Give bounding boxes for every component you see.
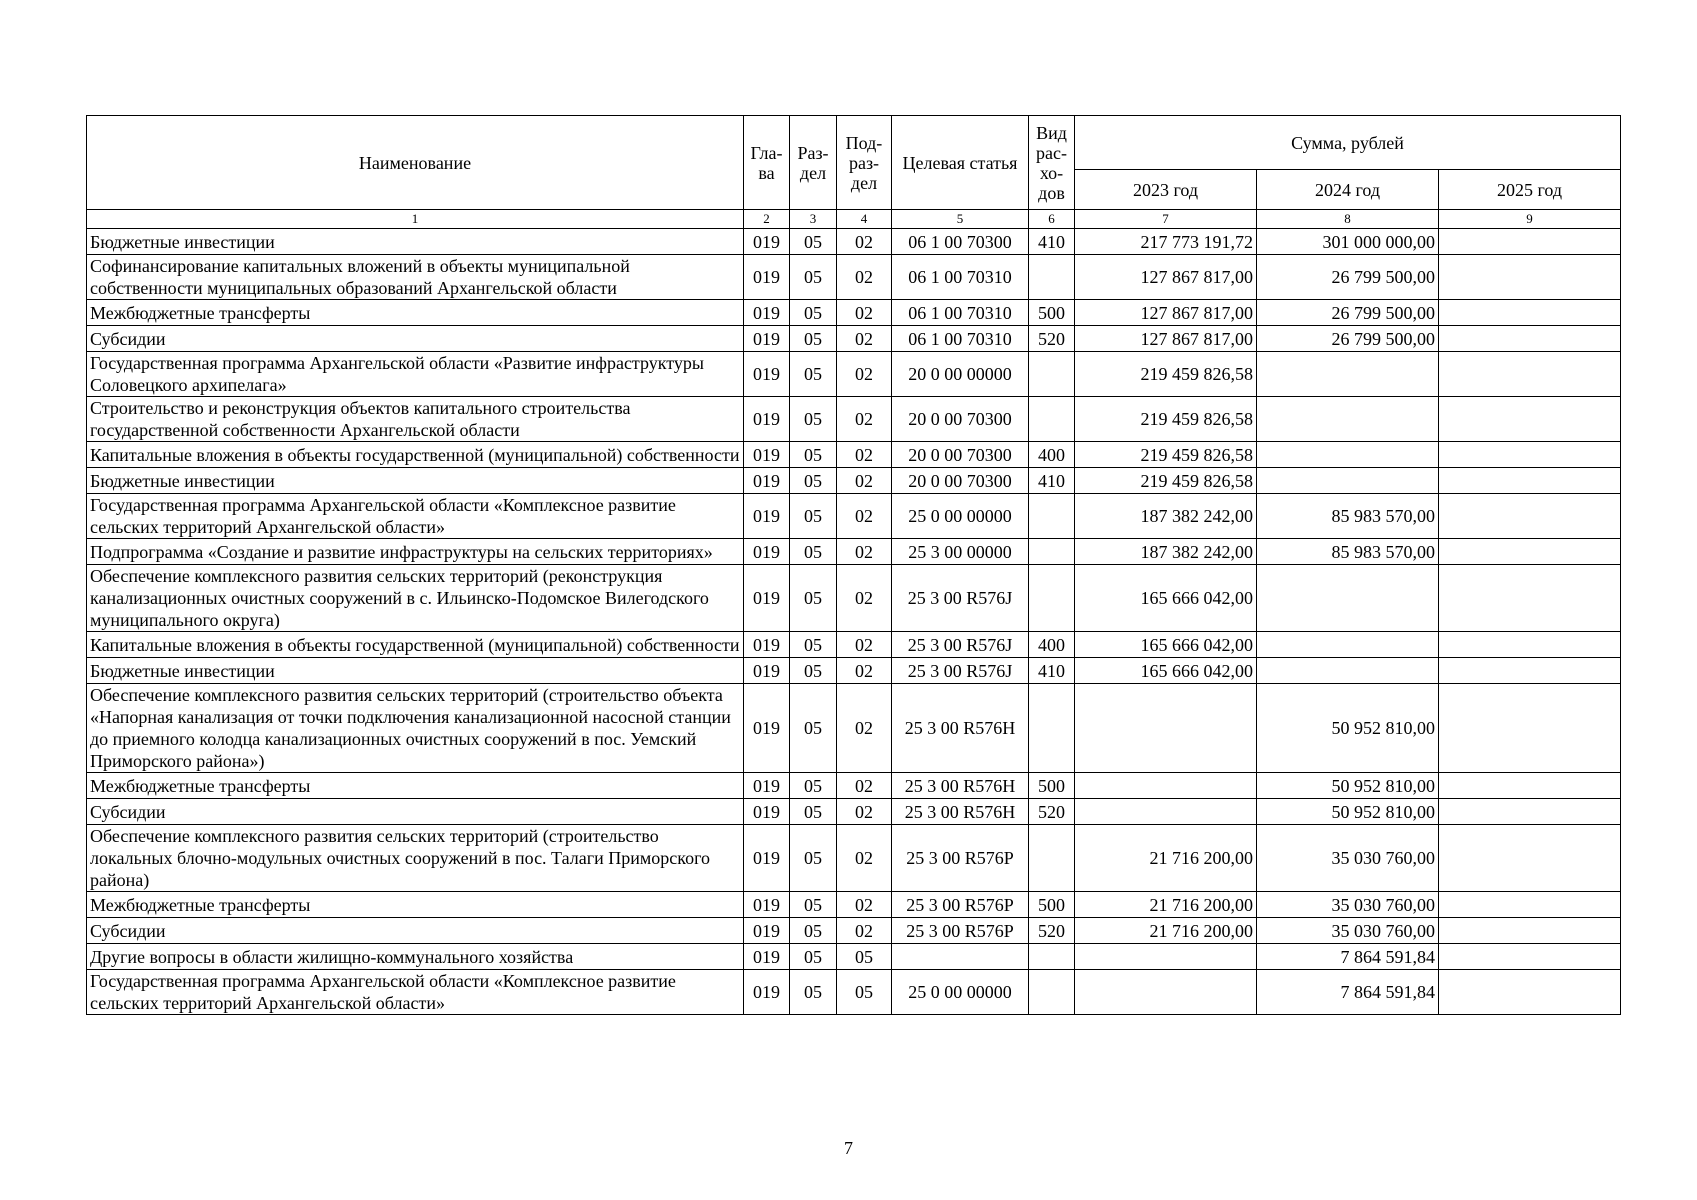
table-row <box>87 918 1621 944</box>
row-amount-2023: 219 459 826,58 <box>1075 397 1257 442</box>
row-amount-2025 <box>1439 255 1621 300</box>
row-vid: 520 <box>1029 326 1075 352</box>
column-number: 3 <box>790 210 837 229</box>
row-podrazdel: 02 <box>837 773 892 799</box>
row-glava: 019 <box>744 918 790 944</box>
row-vid <box>1029 397 1075 442</box>
row-podrazdel: 02 <box>837 632 892 658</box>
row-podrazdel: 05 <box>837 944 892 970</box>
row-razdel: 05 <box>790 397 837 442</box>
row-glava: 019 <box>744 352 790 397</box>
table-row <box>87 300 1621 326</box>
row-razdel: 05 <box>790 255 837 300</box>
row-amount-2024: 301 000 000,00 <box>1257 229 1439 255</box>
table-row <box>87 825 1621 892</box>
row-amount-2023 <box>1075 684 1257 773</box>
row-glava: 019 <box>744 255 790 300</box>
column-number-row <box>87 210 1621 229</box>
row-vid <box>1029 684 1075 773</box>
row-podrazdel: 02 <box>837 494 892 539</box>
header-sum: Сумма, рублей <box>1075 116 1621 170</box>
row-name: Капитальные вложения в объекты государственной (муниципальной) собственности <box>87 442 744 468</box>
row-name: Софинансирование капитальных вложений в объекты муниципальной собственности муниципальных образований Архангельской области <box>87 255 744 300</box>
row-razdel: 05 <box>790 799 837 825</box>
row-razdel: 05 <box>790 658 837 684</box>
row-amount-2025 <box>1439 539 1621 565</box>
header-year-2025: 2025 год <box>1439 170 1621 210</box>
row-podrazdel: 02 <box>837 684 892 773</box>
row-podrazdel: 02 <box>837 918 892 944</box>
row-glava: 019 <box>744 944 790 970</box>
row-amount-2023 <box>1075 944 1257 970</box>
row-name: Государственная программа Архангельской области «Комплексное развитие сельских территорий Архангельской области» <box>87 970 744 1015</box>
row-amount-2024: 26 799 500,00 <box>1257 300 1439 326</box>
table-row <box>87 539 1621 565</box>
row-amount-2023: 165 666 042,00 <box>1075 565 1257 632</box>
row-name: Капитальные вложения в объекты государственной (муниципальной) собственности <box>87 632 744 658</box>
row-glava: 019 <box>744 468 790 494</box>
row-name: Межбюджетные трансферты <box>87 300 744 326</box>
table-row <box>87 892 1621 918</box>
row-target: 06 1 00 70310 <box>892 326 1029 352</box>
row-vid <box>1029 255 1075 300</box>
column-number: 9 <box>1439 210 1621 229</box>
row-amount-2023: 127 867 817,00 <box>1075 326 1257 352</box>
column-number: 2 <box>744 210 790 229</box>
row-target <box>892 944 1029 970</box>
row-vid <box>1029 539 1075 565</box>
header-razdel: Раз-дел <box>790 116 837 210</box>
row-glava: 019 <box>744 565 790 632</box>
row-amount-2024: 7 864 591,84 <box>1257 970 1439 1015</box>
row-name: Бюджетные инвестиции <box>87 658 744 684</box>
row-amount-2024: 85 983 570,00 <box>1257 494 1439 539</box>
row-amount-2025 <box>1439 799 1621 825</box>
header-year-2024: 2024 год <box>1257 170 1439 210</box>
table-row <box>87 352 1621 397</box>
row-amount-2023 <box>1075 773 1257 799</box>
header-podrazdel: Под-раз-дел <box>837 116 892 210</box>
row-amount-2023: 217 773 191,72 <box>1075 229 1257 255</box>
table-row <box>87 773 1621 799</box>
row-glava: 019 <box>744 684 790 773</box>
row-razdel: 05 <box>790 539 837 565</box>
row-razdel: 05 <box>790 684 837 773</box>
budget-table <box>86 115 1621 1015</box>
column-number: 1 <box>87 210 744 229</box>
row-amount-2023 <box>1075 799 1257 825</box>
row-razdel: 05 <box>790 229 837 255</box>
row-amount-2024 <box>1257 352 1439 397</box>
row-glava: 019 <box>744 494 790 539</box>
row-razdel: 05 <box>790 352 837 397</box>
row-amount-2023: 187 382 242,00 <box>1075 539 1257 565</box>
header-glava: Гла-ва <box>744 116 790 210</box>
row-vid: 410 <box>1029 658 1075 684</box>
row-amount-2025 <box>1439 397 1621 442</box>
row-razdel: 05 <box>790 494 837 539</box>
row-target: 20 0 00 70300 <box>892 397 1029 442</box>
column-number: 6 <box>1029 210 1075 229</box>
row-amount-2025 <box>1439 326 1621 352</box>
row-amount-2024: 85 983 570,00 <box>1257 539 1439 565</box>
row-amount-2025 <box>1439 565 1621 632</box>
page-number: 7 <box>844 1138 853 1158</box>
row-name: Межбюджетные трансферты <box>87 892 744 918</box>
row-name: Обеспечение комплексного развития сельских территорий (строительство объекта «Напорная канализация от точки подключения канализационной насосной станции до приемного колодца канализационных очистных сооружений в пос. Уемский Приморского района») <box>87 684 744 773</box>
row-name: Подпрограмма «Создание и развитие инфраструктуры на сельских территориях» <box>87 539 744 565</box>
row-amount-2023: 21 716 200,00 <box>1075 918 1257 944</box>
row-target: 25 3 00 R576P <box>892 918 1029 944</box>
column-number: 8 <box>1257 210 1439 229</box>
row-amount-2024 <box>1257 632 1439 658</box>
row-razdel: 05 <box>790 918 837 944</box>
row-amount-2023: 127 867 817,00 <box>1075 300 1257 326</box>
row-amount-2024: 50 952 810,00 <box>1257 799 1439 825</box>
row-glava: 019 <box>744 658 790 684</box>
row-vid: 400 <box>1029 442 1075 468</box>
table-row <box>87 326 1621 352</box>
row-razdel: 05 <box>790 326 837 352</box>
table-body <box>87 229 1621 1015</box>
row-name: Государственная программа Архангельской области «Развитие инфраструктуры Соловецкого архипелага» <box>87 352 744 397</box>
row-amount-2025 <box>1439 773 1621 799</box>
row-glava: 019 <box>744 970 790 1015</box>
row-podrazdel: 02 <box>837 255 892 300</box>
row-amount-2024: 26 799 500,00 <box>1257 326 1439 352</box>
row-amount-2025 <box>1439 442 1621 468</box>
row-podrazdel: 02 <box>837 229 892 255</box>
row-amount-2025 <box>1439 944 1621 970</box>
header-target: Целевая статья <box>892 116 1029 210</box>
table-row <box>87 799 1621 825</box>
row-podrazdel: 02 <box>837 352 892 397</box>
row-name: Бюджетные инвестиции <box>87 229 744 255</box>
row-amount-2025 <box>1439 918 1621 944</box>
row-vid: 500 <box>1029 773 1075 799</box>
table-row <box>87 565 1621 632</box>
row-amount-2023: 219 459 826,58 <box>1075 468 1257 494</box>
table-row <box>87 658 1621 684</box>
row-vid: 520 <box>1029 799 1075 825</box>
row-target: 25 3 00 R576J <box>892 632 1029 658</box>
row-amount-2025 <box>1439 494 1621 539</box>
row-amount-2025 <box>1439 684 1621 773</box>
row-glava: 019 <box>744 892 790 918</box>
row-razdel: 05 <box>790 565 837 632</box>
row-podrazdel: 02 <box>837 658 892 684</box>
row-vid: 410 <box>1029 468 1075 494</box>
row-name: Другие вопросы в области жилищно-коммунального хозяйства <box>87 944 744 970</box>
row-name: Субсидии <box>87 326 744 352</box>
row-podrazdel: 02 <box>837 442 892 468</box>
row-target: 06 1 00 70310 <box>892 300 1029 326</box>
row-amount-2023: 127 867 817,00 <box>1075 255 1257 300</box>
row-amount-2025 <box>1439 300 1621 326</box>
row-razdel: 05 <box>790 892 837 918</box>
row-vid <box>1029 825 1075 892</box>
row-target: 06 1 00 70300 <box>892 229 1029 255</box>
row-target: 25 3 00 00000 <box>892 539 1029 565</box>
row-podrazdel: 02 <box>837 539 892 565</box>
row-vid: 500 <box>1029 300 1075 326</box>
row-amount-2025 <box>1439 468 1621 494</box>
row-name: Субсидии <box>87 799 744 825</box>
row-amount-2024: 35 030 760,00 <box>1257 825 1439 892</box>
row-podrazdel: 05 <box>837 970 892 1015</box>
row-target: 25 3 00 R576J <box>892 565 1029 632</box>
row-amount-2024 <box>1257 565 1439 632</box>
row-glava: 019 <box>744 825 790 892</box>
row-amount-2024: 50 952 810,00 <box>1257 773 1439 799</box>
row-glava: 019 <box>744 632 790 658</box>
table-row <box>87 494 1621 539</box>
table-row <box>87 684 1621 773</box>
table-row <box>87 970 1621 1015</box>
row-podrazdel: 02 <box>837 825 892 892</box>
row-amount-2023: 21 716 200,00 <box>1075 892 1257 918</box>
column-number: 7 <box>1075 210 1257 229</box>
row-vid: 520 <box>1029 918 1075 944</box>
row-target: 25 3 00 R576H <box>892 799 1029 825</box>
row-amount-2025 <box>1439 229 1621 255</box>
row-target: 25 0 00 00000 <box>892 494 1029 539</box>
row-razdel: 05 <box>790 773 837 799</box>
row-amount-2025 <box>1439 892 1621 918</box>
row-podrazdel: 02 <box>837 397 892 442</box>
table-row <box>87 944 1621 970</box>
row-vid <box>1029 352 1075 397</box>
row-podrazdel: 02 <box>837 565 892 632</box>
table-row <box>87 255 1621 300</box>
row-podrazdel: 02 <box>837 468 892 494</box>
column-number: 4 <box>837 210 892 229</box>
row-podrazdel: 02 <box>837 892 892 918</box>
table-row <box>87 632 1621 658</box>
row-glava: 019 <box>744 442 790 468</box>
row-target: 25 0 00 00000 <box>892 970 1029 1015</box>
row-glava: 019 <box>744 397 790 442</box>
row-glava: 019 <box>744 799 790 825</box>
row-amount-2023: 21 716 200,00 <box>1075 825 1257 892</box>
row-vid: 400 <box>1029 632 1075 658</box>
row-amount-2024: 7 864 591,84 <box>1257 944 1439 970</box>
row-target: 06 1 00 70310 <box>892 255 1029 300</box>
row-amount-2023 <box>1075 970 1257 1015</box>
row-target: 20 0 00 70300 <box>892 468 1029 494</box>
row-name: Обеспечение комплексного развития сельских территорий (реконструкция канализационных очистных сооружений в с. Ильинско-Подомское Вилегодского муниципального округа) <box>87 565 744 632</box>
row-name: Обеспечение комплексного развития сельских территорий (строительство локальных блочно-модульных очистных сооружений в пос. Талаги Приморского района) <box>87 825 744 892</box>
row-target: 25 3 00 R576J <box>892 658 1029 684</box>
row-amount-2024 <box>1257 658 1439 684</box>
row-target: 25 3 00 R576P <box>892 892 1029 918</box>
column-number: 5 <box>892 210 1029 229</box>
row-amount-2023: 165 666 042,00 <box>1075 632 1257 658</box>
row-amount-2024 <box>1257 397 1439 442</box>
row-razdel: 05 <box>790 300 837 326</box>
row-target: 25 3 00 R576P <box>892 825 1029 892</box>
row-podrazdel: 02 <box>837 799 892 825</box>
row-amount-2024: 50 952 810,00 <box>1257 684 1439 773</box>
row-razdel: 05 <box>790 632 837 658</box>
row-razdel: 05 <box>790 825 837 892</box>
row-razdel: 05 <box>790 442 837 468</box>
row-amount-2024: 35 030 760,00 <box>1257 918 1439 944</box>
row-razdel: 05 <box>790 468 837 494</box>
row-name: Межбюджетные трансферты <box>87 773 744 799</box>
row-name: Субсидии <box>87 918 744 944</box>
row-vid <box>1029 565 1075 632</box>
row-target: 20 0 00 00000 <box>892 352 1029 397</box>
row-razdel: 05 <box>790 944 837 970</box>
row-amount-2024: 26 799 500,00 <box>1257 255 1439 300</box>
row-glava: 019 <box>744 773 790 799</box>
header-vid: Вид рас-хо-дов <box>1029 116 1075 210</box>
row-vid <box>1029 494 1075 539</box>
row-amount-2025 <box>1439 658 1621 684</box>
row-name: Строительство и реконструкция объектов капитального строительства государственной собственности Архангельской области <box>87 397 744 442</box>
table-row <box>87 397 1621 442</box>
row-amount-2023: 187 382 242,00 <box>1075 494 1257 539</box>
row-amount-2023: 219 459 826,58 <box>1075 352 1257 397</box>
row-amount-2023: 219 459 826,58 <box>1075 442 1257 468</box>
row-amount-2025 <box>1439 825 1621 892</box>
row-target: 25 3 00 R576H <box>892 773 1029 799</box>
row-amount-2024: 35 030 760,00 <box>1257 892 1439 918</box>
header-name: Наименование <box>87 116 744 210</box>
row-amount-2023: 165 666 042,00 <box>1075 658 1257 684</box>
row-name: Бюджетные инвестиции <box>87 468 744 494</box>
row-vid: 500 <box>1029 892 1075 918</box>
table-row <box>87 442 1621 468</box>
header-year-2023: 2023 год <box>1075 170 1257 210</box>
row-podrazdel: 02 <box>837 326 892 352</box>
row-glava: 019 <box>744 229 790 255</box>
row-amount-2024 <box>1257 468 1439 494</box>
row-target: 25 3 00 R576H <box>892 684 1029 773</box>
row-glava: 019 <box>744 300 790 326</box>
row-amount-2024 <box>1257 442 1439 468</box>
row-glava: 019 <box>744 539 790 565</box>
row-amount-2025 <box>1439 632 1621 658</box>
row-glava: 019 <box>744 326 790 352</box>
row-vid: 410 <box>1029 229 1075 255</box>
row-target: 20 0 00 70300 <box>892 442 1029 468</box>
row-name: Государственная программа Архангельской области «Комплексное развитие сельских территорий Архангельской области» <box>87 494 744 539</box>
table-row <box>87 468 1621 494</box>
row-podrazdel: 02 <box>837 300 892 326</box>
row-amount-2025 <box>1439 970 1621 1015</box>
row-vid <box>1029 970 1075 1015</box>
row-razdel: 05 <box>790 970 837 1015</box>
row-amount-2025 <box>1439 352 1621 397</box>
row-vid <box>1029 944 1075 970</box>
table-row <box>87 229 1621 255</box>
